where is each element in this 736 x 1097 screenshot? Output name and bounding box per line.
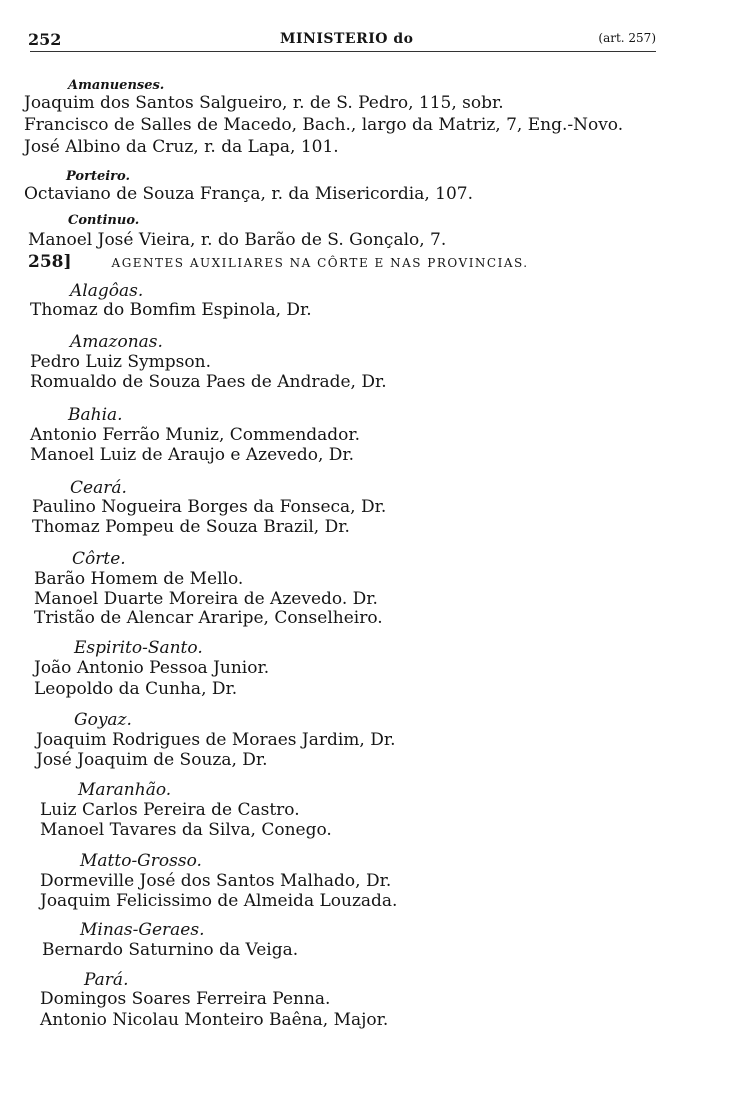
province-heading-para: Pará. xyxy=(84,970,129,990)
entry-line: Manoel Luiz de Araujo e Azevedo, Dr. xyxy=(30,445,355,465)
entry-line: Luiz Carlos Pereira de Castro. xyxy=(40,800,300,820)
section-number: 258] xyxy=(28,252,72,272)
section-258-line xyxy=(28,252,529,272)
running-title: MINISTERIO do xyxy=(280,31,414,47)
page-header xyxy=(22,30,656,50)
province-heading-alagoas: Alagôas. xyxy=(70,281,144,301)
entry-line: Tristão de Alencar Araripe, Conselheiro. xyxy=(34,608,383,628)
entry-line: Pedro Luiz Sympson. xyxy=(30,352,211,372)
entry-line: José Joaquim de Souza, Dr. xyxy=(36,750,268,770)
province-heading-minas-geraes: Minas-Geraes. xyxy=(80,920,205,940)
province-heading-corte: Côrte. xyxy=(72,549,126,569)
entry-line: Dormeville José dos Santos Malhado, Dr. xyxy=(40,871,392,891)
entry-line: Manoel Tavares da Silva, Conego. xyxy=(40,820,332,840)
entry-line: José Albino da Cruz, r. da Lapa, 101. xyxy=(24,137,339,157)
entry-line: Joaquim dos Santos Salgueiro, r. de S. Pedro, 115, sobr. xyxy=(24,93,504,113)
entry-line: Antonio Ferrão Muniz, Commendador. xyxy=(30,425,361,445)
page-number: 252 xyxy=(28,30,62,49)
entry-line: Antonio Nicolau Monteiro Baêna, Major. xyxy=(40,1010,389,1030)
entry-line: Leopoldo da Cunha, Dr. xyxy=(34,679,238,699)
entry-line: Octaviano de Souza França, r. da Misericordia, 107. xyxy=(24,184,474,204)
article-reference: (art. 257) xyxy=(598,31,656,45)
section-heading-porteiro: Porteiro. xyxy=(66,169,130,184)
entry-line: Francisco de Salles de Macedo, Bach., largo da Matriz, 7, Eng.-Novo. xyxy=(24,115,624,135)
entry-line: João Antonio Pessoa Junior. xyxy=(34,658,270,678)
section-heading-continuo: Continuo. xyxy=(68,213,140,228)
province-heading-maranhao: Maranhão. xyxy=(78,780,172,800)
province-heading-matto-grosso: Matto-Grosso. xyxy=(80,851,202,871)
entry-line: Joaquim Rodrigues de Moraes Jardim, Dr. xyxy=(36,730,396,750)
entry-line: Barão Homem de Mello. xyxy=(34,569,244,589)
province-heading-bahia: Bahia. xyxy=(68,405,123,425)
province-heading-amazonas: Amazonas. xyxy=(70,332,163,352)
entry-line: Joaquim Felicissimo de Almeida Louzada. xyxy=(40,891,398,911)
entry-line: Bernardo Saturnino da Veiga. xyxy=(42,940,299,960)
entry-line: Romualdo de Souza Paes de Andrade, Dr. xyxy=(30,372,387,392)
province-heading-goyaz: Goyaz. xyxy=(74,710,132,730)
entry-line: Manoel Duarte Moreira de Azevedo. Dr. xyxy=(34,589,378,609)
province-heading-espirito-santo: Espirito-Santo. xyxy=(74,638,203,658)
entry-line: Manoel José Vieira, r. do Barão de S. Gonçalo, 7. xyxy=(28,230,447,250)
entry-line: Thomaz do Bomfim Espinola, Dr. xyxy=(30,300,312,320)
entry-line: Thomaz Pompeu de Souza Brazil, Dr. xyxy=(32,517,350,537)
section-heading-amanuenses: Amanuenses. xyxy=(68,78,165,93)
header-rule xyxy=(30,51,656,52)
entry-line: Paulino Nogueira Borges da Fonseca, Dr. xyxy=(32,497,387,517)
entry-line: Domingos Soares Ferreira Penna. xyxy=(40,989,331,1009)
province-heading-ceara: Ceará. xyxy=(70,478,127,498)
section-heading-agentes: AGENTES AUXILIARES NA CÔRTE E NAS PROVINCIAS. xyxy=(111,256,529,270)
